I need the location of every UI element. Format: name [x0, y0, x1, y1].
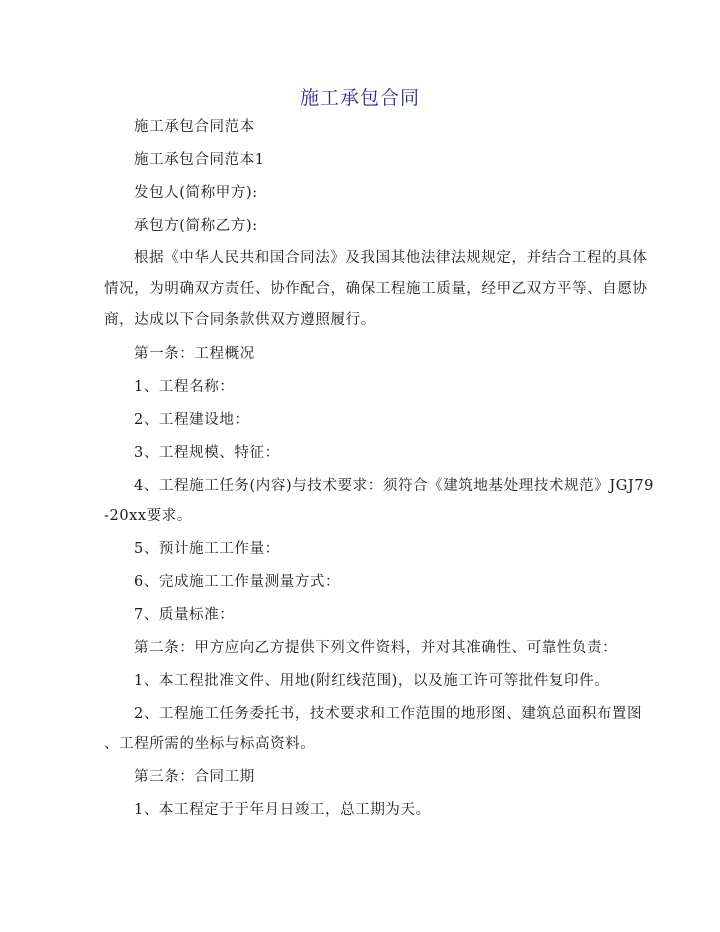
preamble-line-3: 商，达成以下合同条款供双方遵照履行。 [104, 312, 376, 328]
article-1-item-4-cont: -20xx要求。 [104, 508, 193, 524]
article-3-heading: 第三条：合同工期 [134, 769, 255, 785]
article-3-item-1: 1、本工程定于于年月日竣工，总工期为天。 [134, 802, 431, 818]
article-1-item-3: 3、工程规模、特征： [134, 445, 280, 461]
preamble-line-1: 根据《中华人民共和国合同法》及我国其他法律法规规定，并结合工程的具体 [134, 250, 648, 266]
article-2-item-2: 2、工程施工任务委托书，技术要求和工作范围的地形图、建筑总面积布置图 [134, 706, 643, 722]
article-1-item-6: 6、完成施工工作量测量方式： [134, 574, 341, 590]
preamble-line-2: 情况，为明确双方责任、协作配合，确保工程施工质量，经甲乙双方平等、自愿协 [104, 281, 648, 297]
article-1-item-5: 5、预计施工工作量： [134, 541, 280, 557]
article-1-item-1: 1、工程名称： [134, 379, 235, 395]
article-1-item-2: 2、工程建设地： [134, 412, 250, 428]
article-2-item-2-cont: 、工程所需的坐标与标高资料。 [104, 736, 316, 752]
subtitle-line-1: 施工承包合同范本1 [134, 152, 265, 168]
article-1-heading: 第一条：工程概况 [134, 346, 255, 362]
article-2-item-1: 1、本工程批准文件、用地(附红线范围)，以及施工许可等批件复印件。 [134, 673, 610, 689]
subtitle-line: 施工承包合同范本 [134, 119, 255, 135]
article-1-item-7: 7、质量标准： [134, 607, 235, 623]
document-title: 施工承包合同 [299, 87, 420, 109]
employer-line: 发包人(简称甲方): [134, 185, 258, 201]
contractor-line: 承包方(简称乙方): [134, 218, 258, 234]
article-1-item-4: 4、工程施工任务(内容)与技术要求：须符合《建筑地基处理技术规范》JGJ79 [134, 478, 654, 494]
article-2-heading: 第二条：甲方应向乙方提供下列文件资料，并对其准确性、可靠性负责： [134, 640, 618, 656]
